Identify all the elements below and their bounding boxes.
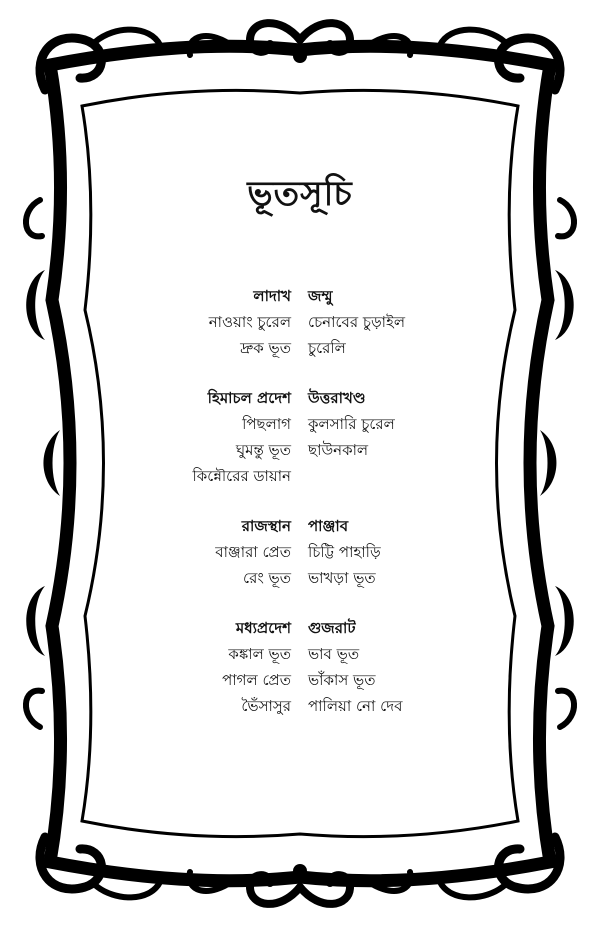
section-ladakh-jammu	[0, 283, 600, 361]
section-heading-row	[0, 615, 600, 641]
right-region-heading: পাঞ্জাব	[308, 517, 349, 535]
left-entry: পিছলাগ	[242, 415, 291, 433]
section-himachal-uttarakhand	[0, 385, 600, 489]
list-item	[0, 309, 600, 335]
right-entry: পালিয়া নো দেব	[308, 697, 403, 715]
section-heading-row	[0, 283, 600, 309]
contents-list	[0, 283, 600, 743]
right-entry: ভাব ভূত	[308, 645, 360, 663]
list-item	[0, 641, 600, 667]
right-entry: চেনাবের চুড়াইল	[308, 313, 406, 331]
right-entry: ভাঁকাস ভূত	[308, 671, 376, 689]
right-entry: ছাউনকাল	[308, 441, 369, 459]
left-entry: কিন্নৌরের ডায়ান	[192, 467, 291, 485]
list-item	[0, 693, 600, 719]
left-entry: নাওয়াং চুরেল	[208, 313, 291, 331]
right-entry: চুরেলি	[308, 339, 346, 357]
top-center-ornament	[189, 23, 410, 63]
right-entry: ভাখড়া ভূত	[308, 569, 376, 587]
list-item	[0, 539, 600, 565]
left-entry: ঘুমন্তু ভূত	[235, 441, 291, 459]
right-entry: কুলসারি চুরেল	[308, 415, 395, 433]
list-item	[0, 565, 600, 591]
section-heading-row	[0, 513, 600, 539]
left-region-heading: হিমাচল প্রদেশ	[207, 389, 291, 407]
section-madhyapradesh-gujarat	[0, 615, 600, 719]
section-rajasthan-punjab	[0, 513, 600, 591]
left-region-heading: মধ্যপ্রদেশ	[235, 619, 291, 637]
list-item	[0, 463, 600, 489]
right-entry: চিট্টি পাহাড়ি	[308, 543, 381, 561]
list-item	[0, 437, 600, 463]
right-region-heading: গুজরাট	[308, 619, 356, 637]
left-entry: কঙ্কাল ভূত	[228, 645, 291, 663]
left-entry: বাঞ্জারা প্রেত	[215, 543, 291, 561]
left-entry: দ্রুক ভূত	[240, 339, 291, 357]
right-entry	[291, 463, 600, 489]
bottom-center-ornament	[189, 864, 410, 904]
right-region-heading: জম্মু	[308, 287, 333, 305]
left-entry: রেং ভূত	[243, 569, 291, 587]
left-region-heading: রাজস্থান	[241, 517, 291, 535]
section-heading-row	[0, 385, 600, 411]
left-entry: ভৈঁসাসুর	[241, 697, 291, 715]
page-title: ভূতসূচি	[247, 174, 353, 214]
list-item	[0, 411, 600, 437]
list-item	[0, 335, 600, 361]
left-region-heading: লাদাখ	[253, 287, 291, 305]
left-entry: পাগল প্রেত	[222, 671, 291, 689]
right-region-heading: উত্তরাখণ্ড	[308, 389, 366, 407]
list-item	[0, 667, 600, 693]
